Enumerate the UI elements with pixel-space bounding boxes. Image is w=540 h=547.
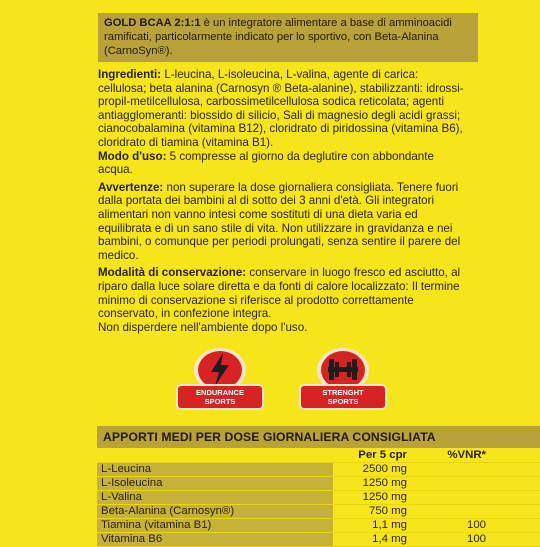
- storage-text: conservare in luogo fresco ed asciutto, al riparo dalla luce solare diretta e da fonti di calore localizzato: Il termine minimo di conservazione si riferisce al prodotto correttamente conservato, in confezione integra.: [98, 266, 461, 321]
- row-value: 2500 mg: [333, 463, 411, 477]
- ingredients-label: Ingredienti:: [98, 68, 162, 81]
- endurance-line2: SPORTS: [204, 397, 236, 406]
- row-value: 1250 mg: [333, 491, 411, 505]
- table-column-header: [97, 448, 540, 463]
- table-row: [97, 477, 540, 491]
- disposal-text: Non disperdere nell'ambiente dopo l'uso.: [98, 320, 308, 334]
- usage-label: Modo d'uso:: [98, 149, 167, 163]
- storage-paragraph: [98, 266, 468, 320]
- nutrition-table-title: APPORTI MEDI PER DOSE GIORNALIERA CONSIGLIATA: [97, 426, 540, 448]
- intro-text: è un integratore alimentare a base di amminoacidi ramificati, particolarmente indicato per lo sportivo, con Beta-Alanina (CarnoSyn®).: [104, 17, 452, 57]
- row-value: 750 mg: [333, 505, 411, 519]
- row-name: Beta-Alanina (Carnosyn®): [97, 505, 333, 519]
- row-value: 1250 mg: [333, 477, 411, 491]
- table-row: [97, 505, 540, 519]
- intro-box: [98, 13, 478, 62]
- table-row: [97, 519, 540, 533]
- strength-line1: STRENGHT: [322, 388, 364, 397]
- brand-name: GOLD BCAA 2:1:1: [104, 17, 201, 29]
- storage-label: Modalità di conservazione:: [98, 266, 247, 280]
- endurance-line1: ENDURANCE: [196, 388, 244, 397]
- nutrition-table-body: [97, 448, 540, 547]
- row-name: L-Leucina: [97, 463, 333, 477]
- warnings-text: non superare la dose giornaliera consigliata. Tenere fuori dalla portata dei bambini al di sotto dei 3 anni d'età. Gli integratori alimentari non vanno intesi come sostituti di una dieta varia ed equilibrata e di un sano stile di vita. Non utilizzare in gravidanza e nei bambini, o comunque per periodi prolungati, senza sentire il parere del medico.: [98, 180, 461, 262]
- row-name: Vitamina B6: [97, 533, 333, 547]
- row-name: L-Valina: [97, 491, 333, 505]
- warnings-label: Avvertenze:: [98, 180, 164, 194]
- row-vnr: [411, 491, 540, 505]
- warnings-paragraph: [98, 181, 468, 263]
- row-name: Tiamina (vitamina B1): [97, 519, 333, 533]
- nutrition-table: [97, 426, 540, 547]
- endurance-sports-badge: [178, 344, 262, 412]
- row-vnr: [411, 505, 540, 519]
- usage-text: 5 compresse al giorno da deglutire con abbondante acqua.: [98, 149, 434, 177]
- row-value: 1,4 mg: [333, 533, 411, 547]
- table-row: [97, 463, 540, 477]
- ingredients-paragraph: [98, 68, 468, 150]
- row-vnr: [411, 463, 540, 477]
- strength-line2: SPORTS: [327, 397, 359, 406]
- endurance-ribbon: [178, 386, 262, 408]
- table-row: [97, 491, 540, 505]
- strength-sports-badge: [301, 344, 385, 412]
- row-value: 1,1 mg: [333, 519, 411, 533]
- dumbbell-icon: [315, 344, 371, 392]
- usage-paragraph: [98, 150, 468, 177]
- row-vnr: 100: [411, 533, 540, 547]
- label-text-panel: [98, 68, 468, 334]
- column-vnr: %VNR*: [411, 448, 540, 463]
- row-vnr: [411, 477, 540, 491]
- strength-ribbon: [301, 386, 385, 408]
- column-per-5-cpr: Per 5 cpr: [333, 448, 411, 463]
- ingredients-text: L-leucina, L-isoleucina, L-valina, agente di carica: cellulosa; beta alanina (Carnosyn ® Beta-alanine), stabilizzanti: idrossi-propil-metilcellulosa, carbossimetilcellulosa sodica reticolata; agenti antiagglomeranti: biossido di silicio, Sali di magnesio degli acidi grassi; cianocobalamina (vitamina B12), cloridrato di piridossina (vitamina B6), cloridrato di tiamina (vitamina B1).: [98, 68, 464, 149]
- row-name: L-Isoleucina: [97, 477, 333, 491]
- lightning-icon: [192, 344, 248, 392]
- row-vnr: 100: [411, 519, 540, 533]
